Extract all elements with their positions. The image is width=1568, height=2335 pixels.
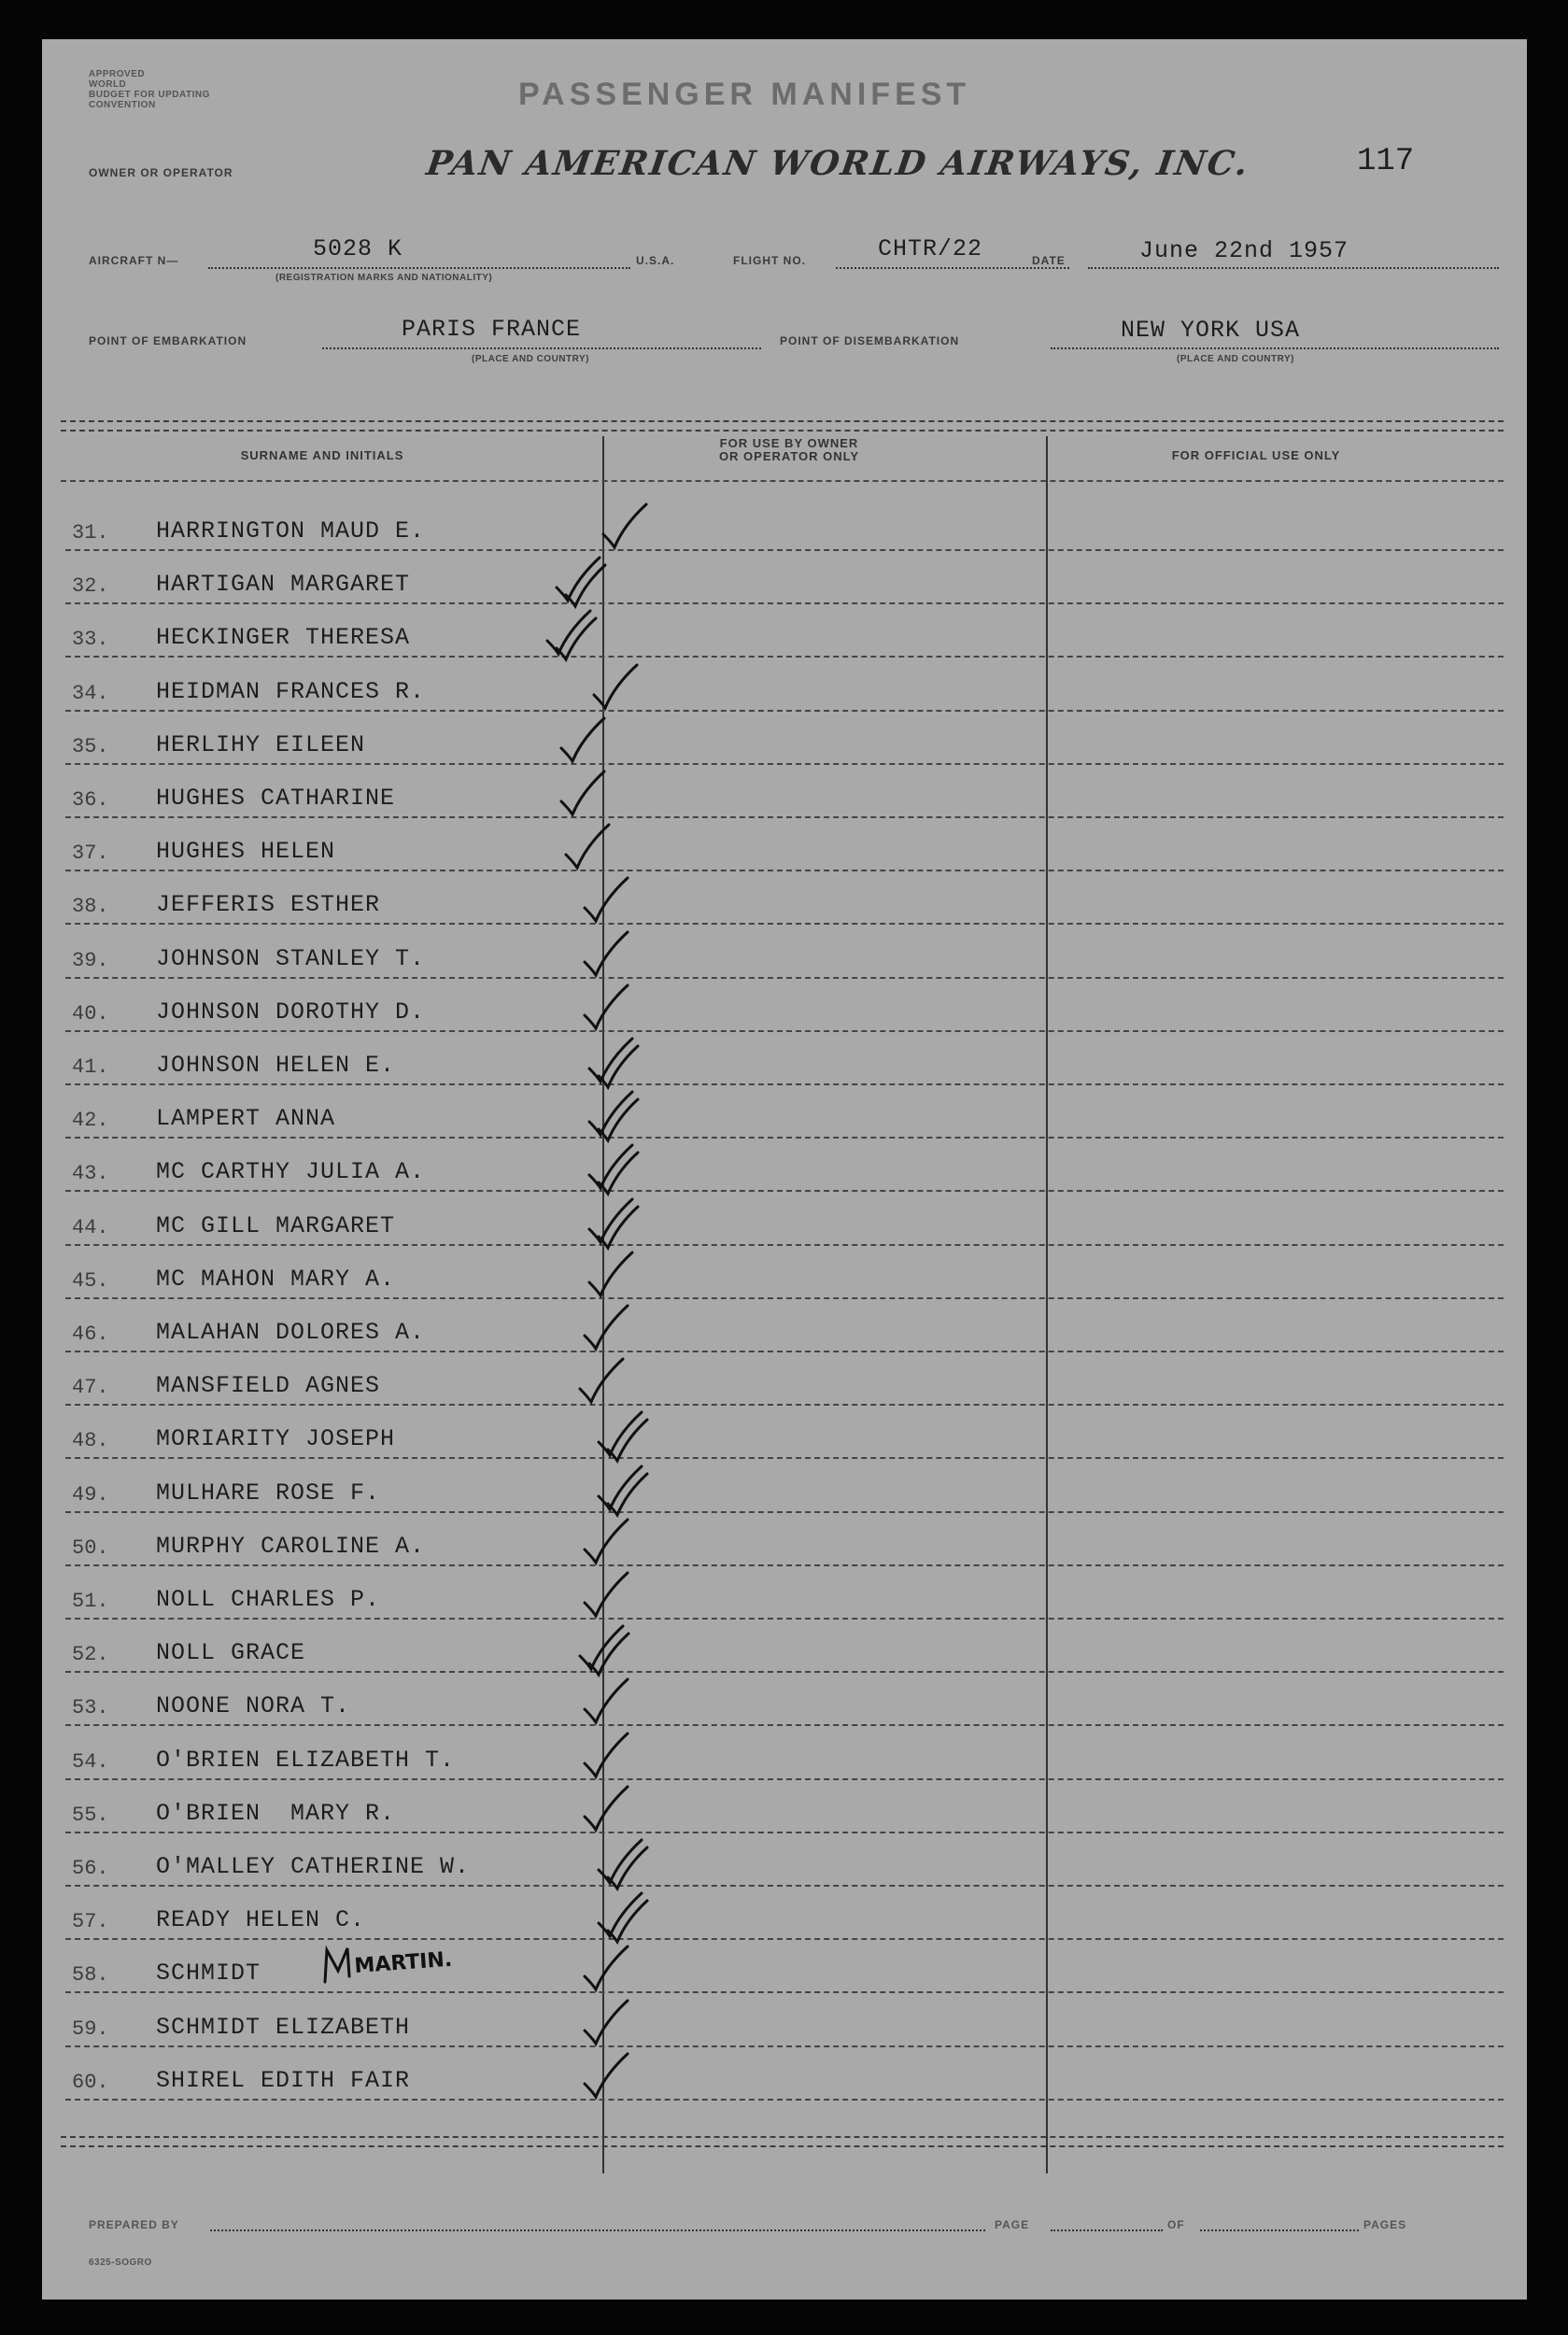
row-rule	[65, 1938, 1504, 1940]
check-mark-icon	[579, 1676, 635, 1732]
check-mark-icon	[556, 715, 612, 771]
row-number: 36.	[72, 788, 109, 812]
table-top-rule	[61, 420, 1504, 422]
check-mark-icon	[593, 1408, 649, 1465]
passenger-name: HUGHES HELEN	[156, 838, 336, 866]
check-mark-icon	[579, 1302, 635, 1358]
passenger-name: HERLIHY EILEEN	[156, 730, 366, 758]
flight-label: FLIGHT NO.	[733, 254, 806, 267]
disembark-field-line	[1051, 347, 1499, 349]
row-number: 44.	[72, 1215, 109, 1239]
row-number: 54.	[72, 1749, 109, 1774]
check-mark-icon	[579, 2050, 635, 2106]
corner-stamp-line: APPROVED	[89, 69, 146, 79]
passenger-name: MORIARITY JOSEPH	[156, 1425, 396, 1453]
row-rule	[65, 763, 1504, 765]
row-rule	[65, 1991, 1504, 1993]
check-mark-icon	[574, 1355, 630, 1411]
passenger-name: NOONE NORA T.	[156, 1692, 351, 1720]
row-number: 41.	[72, 1055, 109, 1079]
passenger-name: O'MALLEY CATHERINE W.	[156, 1853, 471, 1880]
passenger-name: MULHARE ROSE F.	[156, 1479, 381, 1507]
row-rule	[65, 1030, 1504, 1032]
row-rule	[65, 1778, 1504, 1780]
row-number: 40.	[72, 1001, 109, 1026]
row-rule	[65, 1457, 1504, 1459]
passenger-name: NOLL GRACE	[156, 1639, 306, 1667]
date-field-line	[1088, 267, 1499, 269]
passenger-name: LAMPERT ANNA	[156, 1105, 336, 1133]
manifest-sheet	[42, 39, 1527, 2300]
row-number: 37.	[72, 842, 109, 866]
check-mark-icon	[579, 1943, 635, 1999]
page-number: 117	[1357, 144, 1415, 179]
pages-label: PAGES	[1363, 2218, 1407, 2231]
passenger-name: MALAHAN DOLORES A.	[156, 1319, 426, 1346]
row-number: 46.	[72, 1323, 109, 1346]
row-number: 45.	[72, 1268, 109, 1293]
check-mark-icon	[584, 1141, 640, 1197]
embark-field-line	[322, 347, 761, 349]
check-mark-icon	[588, 661, 644, 717]
row-rule	[65, 923, 1504, 925]
corner-stamp	[89, 69, 210, 110]
passenger-name: JOHNSON HELEN E.	[156, 1052, 396, 1079]
passenger-name: NOLL CHARLES P.	[156, 1586, 381, 1613]
check-mark-icon	[593, 1889, 649, 1946]
passenger-name: JEFFERIS ESTHER	[156, 891, 381, 919]
row-rule	[65, 602, 1504, 604]
passenger-name: HECKINGER THERESA	[156, 624, 411, 652]
check-mark-icon	[579, 1569, 635, 1625]
row-number: 53.	[72, 1696, 109, 1720]
column-divider-2	[1046, 436, 1048, 2173]
row-number: 34.	[72, 681, 109, 705]
date-value: June 22nd 1957	[1139, 237, 1349, 264]
row-number: 55.	[72, 1803, 109, 1827]
check-mark-icon	[579, 1516, 635, 1572]
embark-value: PARIS FRANCE	[402, 316, 582, 343]
row-rule	[65, 1885, 1504, 1887]
row-rule	[65, 1511, 1504, 1513]
row-rule	[65, 1618, 1504, 1620]
check-mark-icon	[556, 768, 612, 824]
passenger-name: HUGHES CATHARINE	[156, 785, 396, 812]
flight-field-line	[836, 267, 1069, 269]
row-number: 33.	[72, 628, 109, 652]
row-rule	[65, 1564, 1504, 1566]
owner-use-line1: FOR USE BY OWNER	[719, 436, 859, 450]
row-rule	[65, 1244, 1504, 1246]
passenger-name: SCHMIDT ELIZABETH	[156, 2013, 411, 2041]
check-mark-icon	[584, 1035, 640, 1091]
row-number: 39.	[72, 948, 109, 972]
row-number: 47.	[72, 1376, 109, 1400]
row-rule	[65, 1404, 1504, 1406]
check-mark-icon	[584, 1196, 640, 1252]
row-number: 58.	[72, 1963, 109, 1988]
check-mark-icon	[593, 1463, 649, 1519]
handwritten-martin	[318, 1945, 486, 1991]
table-top-rule-2	[61, 430, 1504, 432]
owner-use-line2: OR OPERATOR ONLY	[718, 449, 860, 463]
row-rule	[65, 710, 1504, 712]
column-header-names: SURNAME AND INITIALS	[240, 448, 404, 462]
disembark-value: NEW YORK USA	[1121, 317, 1301, 344]
aircraft-label: AIRCRAFT N—	[89, 254, 179, 267]
page-line	[1051, 2229, 1163, 2231]
row-rule	[65, 2045, 1504, 2047]
table-bottom-rule	[61, 2136, 1504, 2138]
passenger-name: HARTIGAN MARGARET	[156, 571, 411, 599]
row-rule	[65, 1671, 1504, 1673]
corner-stamp-line: CONVENTION	[89, 100, 156, 110]
row-rule	[65, 1832, 1504, 1833]
form-code: 6325-SOGRO	[89, 2257, 152, 2268]
embark-caption: (PLACE AND COUNTRY)	[472, 354, 589, 364]
check-mark-icon	[593, 1836, 649, 1892]
check-mark-icon	[584, 1088, 640, 1144]
aircraft-caption: (REGISTRATION MARKS AND NATIONALITY)	[275, 273, 493, 283]
owner-label: OWNER OR OPERATOR	[89, 166, 233, 179]
passenger-name: MURPHY CAROLINE A.	[156, 1532, 426, 1560]
row-rule	[65, 977, 1504, 979]
column-header-official: FOR OFFICIAL USE ONLY	[1171, 448, 1341, 462]
header-bottom-rule	[61, 480, 1504, 482]
of-line	[1200, 2229, 1359, 2231]
passenger-name: MC MAHON MARY A.	[156, 1265, 396, 1293]
check-mark-icon	[574, 1622, 630, 1678]
row-rule	[65, 1083, 1504, 1085]
carrier-name: PAN AMERICAN WORLD AIRWAYS, INC.	[424, 144, 1252, 183]
corner-stamp-line: BUDGET FOR UPDATING	[89, 90, 210, 100]
embark-label: POINT OF EMBARKATION	[89, 334, 247, 347]
row-number: 56.	[72, 1857, 109, 1880]
prepared-by-label: PREPARED BY	[89, 2218, 179, 2231]
row-number: 31.	[72, 521, 109, 545]
passenger-name: SHIREL EDITH FAIR	[156, 2066, 411, 2094]
column-header-owner-use	[602, 437, 976, 463]
table-bottom-rule-2	[61, 2145, 1504, 2147]
row-rule	[65, 1351, 1504, 1352]
martin-text: MARTIN.	[353, 1947, 454, 1978]
check-mark-icon	[579, 1997, 635, 2053]
disembark-caption: (PLACE AND COUNTRY)	[1177, 354, 1294, 364]
passenger-name: JOHNSON DOROTHY D.	[156, 998, 426, 1026]
check-mark-icon	[542, 607, 598, 663]
corner-stamp-line: WORLD	[89, 79, 127, 90]
date-label: DATE	[1032, 254, 1066, 267]
row-rule	[65, 2099, 1504, 2101]
passenger-name: SCHMIDT	[156, 1960, 261, 1988]
prepared-by-line	[210, 2229, 985, 2231]
passenger-name: HEIDMAN FRANCES R.	[156, 677, 426, 705]
row-rule	[65, 1190, 1504, 1192]
usa-label: U.S.A.	[636, 254, 675, 267]
passenger-name: HARRINGTON MAUD E.	[156, 517, 426, 545]
row-number: 57.	[72, 1910, 109, 1934]
row-rule	[65, 1137, 1504, 1139]
row-number: 42.	[72, 1109, 109, 1133]
check-mark-icon	[560, 821, 616, 877]
passenger-name: JOHNSON STANLEY T.	[156, 944, 426, 972]
row-number: 32.	[72, 574, 109, 599]
passenger-name: O'BRIEN MARY R.	[156, 1799, 396, 1827]
check-mark-icon	[579, 874, 635, 930]
check-mark-icon	[579, 1730, 635, 1786]
check-mark-icon	[579, 982, 635, 1038]
row-rule	[65, 1724, 1504, 1726]
row-rule	[65, 549, 1504, 551]
check-mark-icon	[579, 928, 635, 984]
passenger-name: MC CARTHY JULIA A.	[156, 1158, 426, 1186]
passenger-name: MANSFIELD AGNES	[156, 1372, 381, 1400]
row-number: 48.	[72, 1429, 109, 1453]
check-mark-icon	[598, 501, 654, 557]
disembark-label: POINT OF DISEMBARKATION	[780, 334, 960, 347]
page-label: PAGE	[995, 2218, 1030, 2231]
passenger-name: MC GILL MARGARET	[156, 1211, 396, 1239]
passenger-name: O'BRIEN ELIZABETH T.	[156, 1746, 456, 1774]
row-number: 59.	[72, 2017, 109, 2041]
check-mark-icon	[579, 1783, 635, 1839]
aircraft-field-line	[208, 267, 630, 269]
of-label: OF	[1167, 2218, 1185, 2231]
row-rule	[65, 1297, 1504, 1299]
row-rule	[65, 870, 1504, 871]
row-rule	[65, 816, 1504, 818]
row-number: 50.	[72, 1535, 109, 1560]
row-number: 43.	[72, 1162, 109, 1186]
row-number: 49.	[72, 1482, 109, 1507]
check-mark-icon	[551, 554, 607, 610]
flight-value: CHTR/22	[878, 235, 983, 262]
row-number: 38.	[72, 895, 109, 919]
passenger-name: READY HELEN C.	[156, 1906, 366, 1934]
form-title: PASSENGER MANIFEST	[518, 77, 971, 112]
check-mark-icon	[584, 1249, 640, 1305]
aircraft-value: 5028 K	[313, 235, 403, 262]
row-number: 51.	[72, 1590, 109, 1613]
row-rule	[65, 656, 1504, 658]
row-number: 60.	[72, 2070, 109, 2094]
row-number: 52.	[72, 1643, 109, 1667]
row-number: 35.	[72, 734, 109, 758]
